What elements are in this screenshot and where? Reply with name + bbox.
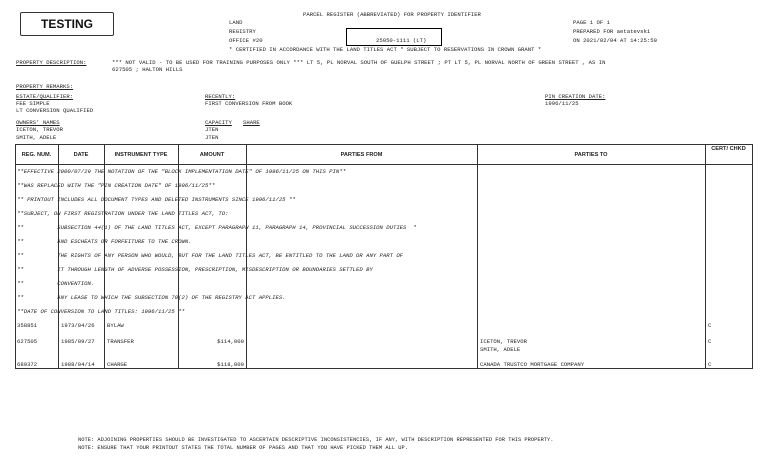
col-cert-chkd: CERT/ CHKD: [711, 146, 746, 152]
share-label: SHARE: [243, 119, 260, 126]
owner-capacity: JTEN: [205, 134, 219, 141]
col-date: DATE: [73, 152, 89, 158]
table-note: ** AND ESCHEATS OR FORFEITURE TO THE CROWN.: [17, 238, 192, 245]
instrument-type: TRANSFER: [107, 338, 134, 345]
footer-note: NOTE: ENSURE THAT YOUR PRINTOUT STATES THE TOTAL NUMBER OF PAGES AND THAT YOU HAVE PICKED THEM ALL UP.: [78, 445, 408, 451]
certified-line: * CERTIFIED IN ACCORDANCE WITH THE LAND TITLES ACT * SUBJECT TO RESERVATIONS IN CROWN GRANT *: [229, 46, 542, 53]
instrument-type: CHARGE: [107, 361, 128, 368]
estate-qualifier-label: ESTATE/QUALIFIER:: [16, 93, 74, 100]
pin-creation-label: PIN CREATION DATE:: [545, 93, 606, 100]
prepared-for: PREPARED FOR aetatevski: [573, 28, 651, 35]
cert-chkd: C: [708, 361, 712, 368]
table-note: ** SUBSECTION 44(1) OF THE LAND TITLES ACT, EXCEPT PARAGRAPH 11, PARAGRAPH 14, PROVINCIAL SUCCESSION DUTIES *: [17, 224, 417, 231]
recently-label: RECENTLY:: [205, 93, 236, 100]
reg-date: 1985/09/27: [61, 338, 95, 345]
capacity-label: CAPACITY: [205, 119, 232, 126]
prepared-on: ON 2021/02/04 AT 14:25:59: [573, 37, 657, 44]
table-note: **DATE OF CONVERSION TO LAND TITLES: 1996/11/25 **: [17, 308, 185, 315]
registry-label: REGISTRY: [229, 28, 256, 35]
table-note: **EFFECTIVE 2000/07/29 THE NOTATION OF THE "BLOCK IMPLEMENTATION DATE" OF 1996/11/25 ON THIS PIN**: [17, 168, 346, 175]
amount: $114,000: [217, 338, 244, 345]
amount: $118,000: [217, 361, 244, 368]
col-reg-num: REG. NUM.: [21, 152, 52, 158]
footer-note: NOTE: ADJOINING PROPERTIES SHOULD BE INVESTIGATED TO ASCERTAIN DESCRIPTIVE INCONSISTENCIES, IF ANY, WITH DESCRIPTION REPRESENTED FOR THIS PROPERTY.: [78, 437, 554, 443]
pin-creation-value: 1996/11/25: [545, 100, 579, 107]
table-note: ** CONVENTION.: [17, 280, 95, 287]
reg-date: 1973/04/26: [61, 322, 95, 329]
page-count: PAGE 1 OF 1: [573, 19, 610, 26]
reg-num: 689372: [17, 361, 38, 368]
property-description-line2: 627505 ; HALTON HILLS: [112, 66, 183, 73]
land-label: LAND: [229, 19, 243, 26]
table-note: ** THE RIGHTS OF ANY PERSON WHO WOULD, BUT FOR THE LAND TITLES ACT, BE ENTITLED TO THE LAND OR ANY PART OF: [17, 252, 404, 259]
cert-chkd: C: [708, 338, 712, 345]
property-description-line1: *** NOT VALID - TO BE USED FOR TRAINING PURPOSES ONLY *** LT 5, PL NORVAL SOUTH OF GUELPH STREET ; PT LT 5, PL NORVAL NORTH OF GREEN STREET , AS IN: [112, 59, 606, 66]
owner-name: SMITH, ADELE: [16, 134, 57, 141]
col-parties-to: PARTIES TO: [574, 152, 608, 158]
reg-date: 1988/04/14: [61, 361, 95, 368]
reg-num: 358851: [17, 322, 38, 329]
property-description-label: PROPERTY DESCRIPTION:: [16, 59, 87, 66]
estate-value: FEE SIMPLE: [16, 100, 50, 107]
party-to: CANADA TRUSTCO MORTGAGE COMPANY: [480, 361, 585, 368]
table-note: ** IT THROUGH LENGTH OF ADVERSE POSSESSION, PRESCRIPTION, MISDESCRIPTION OR BOUNDARIES SETTLED BY: [17, 266, 373, 273]
recently-value: FIRST CONVERSION FROM BOOK: [205, 100, 293, 107]
reg-num: 627505: [17, 338, 38, 345]
pin-number: 25050-1111 (LT): [376, 37, 427, 44]
property-remarks-label: PROPERTY REMARKS:: [16, 83, 74, 90]
instrument-type: BYLAW: [107, 322, 124, 329]
col-amount: AMOUNT: [199, 152, 225, 158]
party-to: ICETON, TREVOR: [480, 338, 527, 345]
qualifier-value: LT CONVERSION QUALIFIED: [16, 107, 94, 114]
table-note: ** PRINTOUT INCLUDES ALL DOCUMENT TYPES AND DELETED INSTRUMENTS SINCE 1996/11/25 **: [17, 196, 296, 203]
cert-chkd: C: [708, 322, 712, 329]
office-label: OFFICE #20: [229, 37, 263, 44]
register-title: PARCEL REGISTER (ABBREVIATED) FOR PROPERTY IDENTIFIER: [303, 11, 481, 18]
owner-capacity: JTEN: [205, 126, 219, 133]
testing-stamp: TESTING: [20, 12, 114, 36]
table-note: **SUBJECT, ON FIRST REGISTRATION UNDER THE LAND TITLES ACT, TO:: [17, 210, 229, 217]
table-note: ** ANY LEASE TO WHICH THE SUBSECTION 70(2) OF THE REGISTRY ACT APPLIES.: [17, 294, 286, 301]
table-note: **WAS REPLACED WITH THE "PIN CREATION DATE" OF 1996/11/25**: [17, 182, 216, 189]
col-instrument-type: INSTRUMENT TYPE: [114, 152, 168, 158]
party-to: SMITH, ADELE: [480, 346, 521, 353]
col-parties-from: PARTIES FROM: [340, 152, 383, 158]
owners-names-label: OWNERS' NAMES: [16, 119, 60, 126]
owner-name: ICETON, TREVOR: [16, 126, 63, 133]
